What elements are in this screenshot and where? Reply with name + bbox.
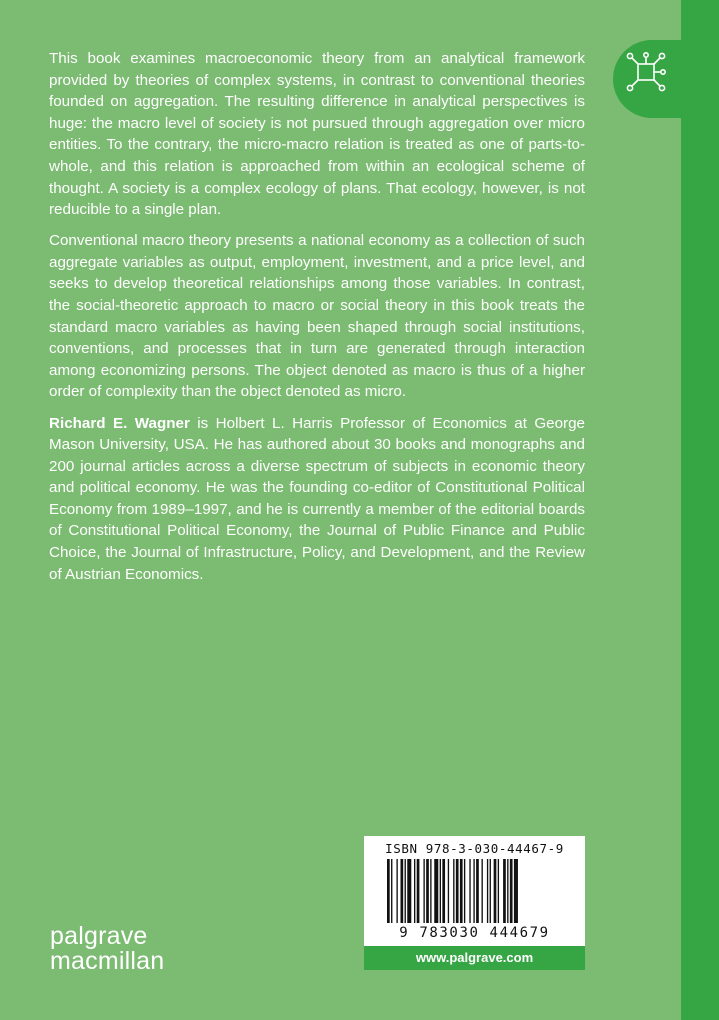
publisher-name-line-2: macmillan [50,947,165,975]
blurb-paragraph: Conventional macro theory presents a national economy as a collection of such aggregate variables as output, employment, investment, and a price level, and seeks to develop theoretical relationships among those variables. In contrast, the social-theoretic approach to macro or social theory in this book treats the standard macro variables as having been shaped through social institutions, conventions, and processes that in turn are generated through interaction among economizing persons. The object denoted as macro is thus of a higher order of complexity than the object denoted as micro. [49,232,585,401]
barcode-bar [482,859,483,923]
author-bio-paragraph [49,413,585,586]
barcode-bar [414,859,415,923]
barcode-bar [487,859,488,923]
barcode-bar [430,859,431,923]
barcode-bar [456,859,459,923]
publisher-website: www.palgrave.com [364,946,585,970]
barcode-bar [503,859,506,923]
back-cover-blurb [49,48,585,595]
barcode-bar [434,859,438,923]
barcode-bar [396,859,397,923]
barcode-bar [407,859,411,923]
series-tab [613,40,719,118]
barcode-bar [453,859,454,923]
barcode-bar [442,859,445,923]
barcode-bar [464,859,465,923]
barcode-bar [510,859,513,923]
author-name: Richard E. Wagner [49,414,190,432]
network-node-icon [625,51,667,93]
barcode-bar [405,859,406,923]
author-bio-text: is Holbert L. Harris Professor of Economics at George Mason University, USA. He has authored about 30 books and monographs and 200 journal articles across a diverse spectrum of subjects in economic theory and political economy. He was the founding co-editor of Constitutional Political Economy from 1989–1997, and he is currently a member of the editorial boards of Constitutional Political Economy, the Journal of Public Finance and Public Choice, the Journal of Infrastructure, Policy, and Development, and the Review of Austrian Economics. [49,414,586,583]
isbn-label: ISBN 978-3-030-44467-9 [385,841,564,856]
barcode-bar [473,859,474,923]
blurb-paragraph: This book examines macroeconomic theory from an analytical framework provided by theories of complex systems, in contrast to conventional theories founded on aggregation. The resulting difference in analytical perspectives is huge: the macro level of society is not pursued through aggregation over micro entities. To the contrary, the micro-macro relation is treated as one of parts-to-whole, and this relation is approached from within an ecological scheme of thought. A society is a complex ecology of plans. That ecology, however, is not reducible to a single plan. [49,50,585,219]
publisher-name-line-1: palgrave [50,922,148,950]
barcode-bar [423,859,424,923]
isbn-barcode-box [364,836,585,946]
barcode-bar [476,859,479,923]
barcode-bar [469,859,470,923]
barcode-bar [460,859,463,923]
barcode-bar [401,859,404,923]
barcode-bar [387,859,390,923]
barcode-bar [507,859,508,923]
barcode-bar [440,859,441,923]
barcode-bar [490,859,491,923]
spine-strip [681,0,719,1020]
barcode-bar [514,859,518,923]
barcode-bar [426,859,429,923]
isbn-digits: 9 783030 444679 [399,925,550,941]
barcode-bar [498,859,499,923]
barcode-bar [494,859,497,923]
barcode-bar [417,859,420,923]
barcode [385,859,564,923]
publisher-logo [50,924,164,974]
barcode-bar [448,859,449,923]
barcode-bar [391,859,392,923]
